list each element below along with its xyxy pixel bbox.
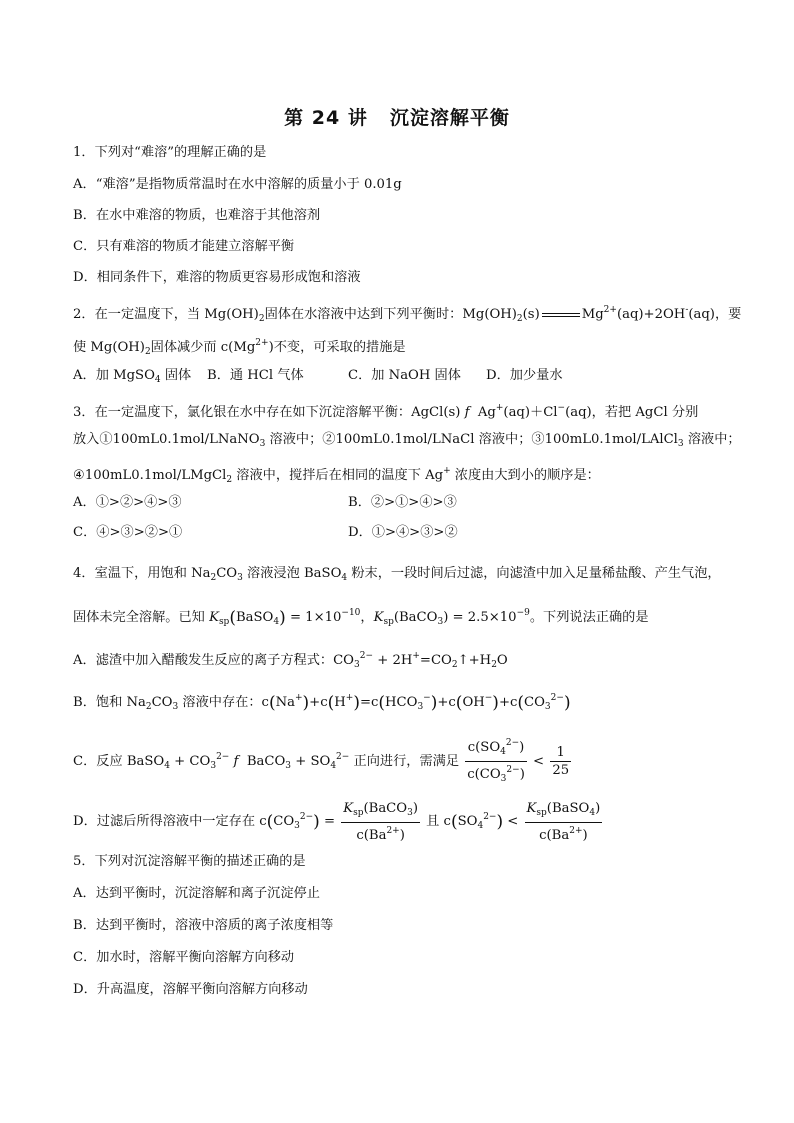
q2-option-a: A．加 MgSO$_4$ 固体 (73, 368, 192, 385)
q3-option-d: D．①>④>③>② (348, 525, 458, 540)
q4-option-c: C．反应 BaSO$_4$ + $CO_3^{2-}$ f BaCO$_3$ + $SO_4^{2-}$ 正向进行，需满足 $\frac{c(SO_4^{2-})}{c(CO_3^{2-})}$ < $\frac{1}{25}$ (73, 733, 573, 790)
q3-option-b: B．②>①>④>③ (348, 495, 457, 510)
q4-option-a: A．滤渣中加入醋酸发生反应的离子方程式：$CO_3^{2-}$ + $2H^+=CO_2↑+H_2O$ (73, 651, 508, 670)
q3-option-a: A．①>②>④>③ (73, 495, 182, 510)
q5-option-c: C．加水时，溶解平衡向溶解方向移动 (73, 950, 295, 965)
q1-option-c: C．只有难溶的物质才能建立溶解平衡 (73, 239, 295, 254)
q5-stem: 5．下列对沉淀溶解平衡的描述正确的是 (73, 854, 306, 869)
q1-option-a: A．“难溶”是指物质常温时在水中溶解的质量小于 0.01g (73, 177, 402, 192)
q2-stem-line2: 使 $Mg(OH)_2$固体减少而 $c(Mg^{2+})$不变，可采取的措施是 (73, 338, 406, 357)
q4-option-d: D．过滤后所得溶液中一定存在 $c(CO_3^{2-})$ = $\frac{K_{sp}(BaCO_3)}{c(Ba^{2+})}$ 且 $c(SO_4^{2-})$ < $\frac{K_{sp}(BaSO_4)}{c(Ba^{2+})}$ (73, 800, 601, 843)
q2-option-d: D．加少量水 (486, 368, 563, 383)
q4c-ratio-fraction: $\frac{c(SO_4^{2-})}{c(CO_3^{2-})}$ (465, 735, 527, 788)
q4-option-b: B．饱和 $Na_2CO_3$ 溶液中存在：$c(Na^+)+c(H^+)=c(HCO_3^-)+c(OH^-)+c(CO_3^{2-})$ (73, 693, 571, 713)
q4c-bound-fraction: $\frac{1}{25}$ (552, 745, 570, 778)
q3-option-c: C．④>③>②>① (73, 525, 183, 540)
q1-stem: 1．下列对“难溶”的理解正确的是 (73, 145, 267, 160)
q1-option-d: D．相同条件下，难溶的物质更容易形成饱和溶液 (73, 270, 361, 285)
lesson-topic: 沉淀溶解平衡 (389, 107, 510, 129)
q4-stem-line1: 4．室温下，用饱和 $Na_2CO_3$ 溶液浸泡 BaSO$_4$ 粉末，一段时间后过滤，向滤渣中加入足量稀盐酸、产生气泡， (73, 566, 721, 583)
q2-stem-line1: 2．在一定温度下，当 $Mg(OH)_2$固体在水溶液中达到下列平衡时：$Mg(OH)_2(s)$ $Mg^{2+}(aq)+2OH^-(aq)$，要 (73, 305, 742, 324)
q5-option-b: B．达到平衡时，溶液中溶质的离子浓度相等 (73, 918, 334, 933)
q3-stem-line3: ④100mL0.1mol/LMgCl$_2$ 溶液中，搅拌后在相同的温度下 Ag+ 浓度由大到小的顺序是： (73, 466, 600, 485)
page-title (0, 103, 794, 130)
q4d-baco3-fraction: $\frac{K_{sp}(BaCO_3)}{c(Ba^{2+})}$ (343, 800, 418, 843)
lesson-number: 第 24 讲 (284, 107, 368, 129)
q3-stem-line1: 3．在一定温度下，氯化银在水中存在如下沉淀溶解平衡：AgCl(s) f Ag+(aq)＋Cl−(aq)，若把 AgCl 分别 (73, 403, 699, 420)
q4d-baso4-fraction: $\frac{K_{sp}(BaSO_4)}{c(Ba^{2+})}$ (526, 800, 601, 843)
q1-option-b: B．在水中难溶的物质，也难溶于其他溶剂 (73, 208, 321, 223)
q5-option-d: D．升高温度，溶解平衡向溶解方向移动 (73, 982, 308, 997)
equilibrium-arrow-icon (542, 311, 580, 319)
q2-option-b: B．通 HCl 气体 (207, 368, 304, 383)
q3-stem-line2: 放入①100mL0.1mol/LNaNO$_3$ 溶液中；②100mL0.1mol/LNaCl 溶液中；③100mL0.1mol/LAlCl$_3$ 溶液中； (73, 432, 741, 449)
q2-option-c: C．加 NaOH 固体 (348, 368, 461, 383)
q5-option-a: A．达到平衡时，沉淀溶解和离子沉淀停止 (73, 886, 320, 901)
q4-stem-line2: 固体未完全溶解。已知 $K_{sp}(BaSO_4) = 1\times 10^{-10}$，$K_{sp}(BaCO_3) = 2.5\times 10^{-9}$。下列说法正确的是 (73, 608, 649, 628)
